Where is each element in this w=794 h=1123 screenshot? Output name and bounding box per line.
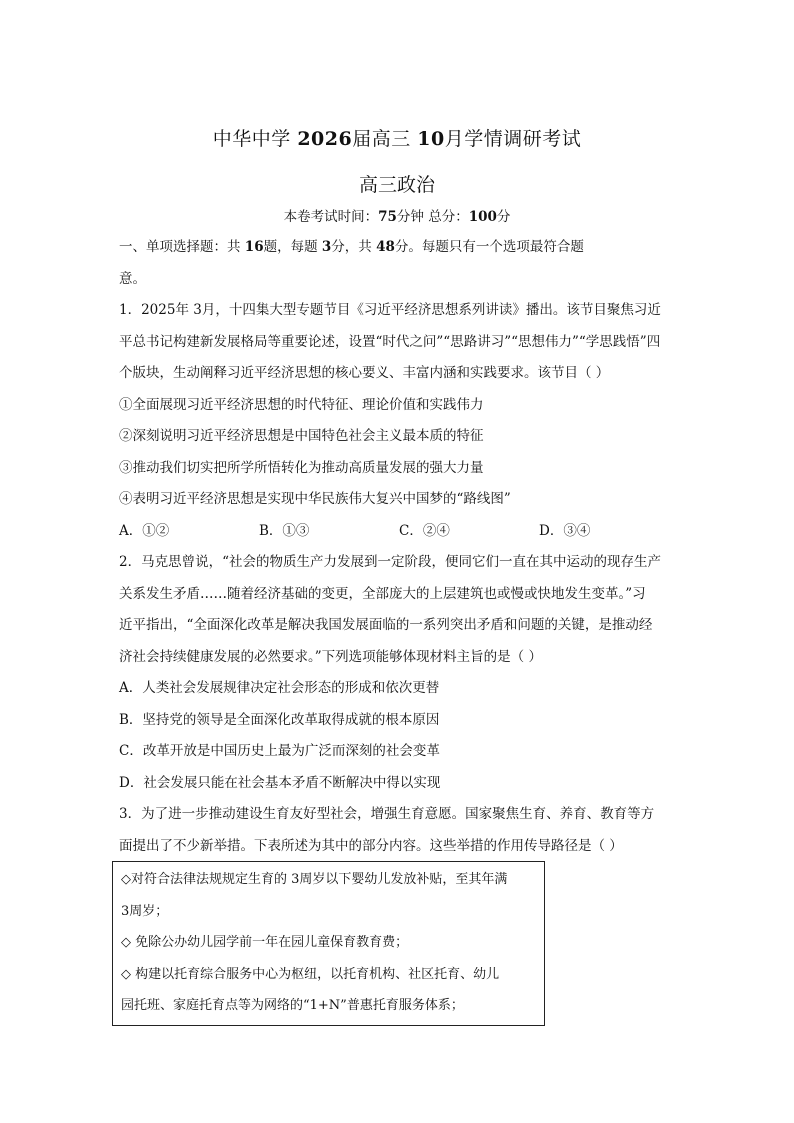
q3-measures-box [112,861,545,1026]
q3-measure: ◇对符合法律法规规定生育的 3周岁以下婴幼儿发放补贴，至其年满 [121,872,508,887]
q1-statement: ③推动我们切实把所学所悟转化为推动高质量发展的强大力量 [119,459,484,476]
q1-stem-line: 个版块，生动阐释习近平经济思想的核心要义、丰富内涵和实践要求。该节目（ ） [119,365,610,381]
q3-measure: ◇ 免除公办幼儿园学前一年在园儿童保育教育费； [121,935,409,950]
q1-options [119,516,681,548]
exam-subject: 高三政治 [358,174,435,196]
q1-stem-line: 平总书记构建新发展格局等重要论述，设置“时代之问”“思路讲习”“思想伟力”“学思践悟”四 [119,333,661,350]
q1-statement: ①全面展现习近平经济思想的时代特征、理论价值和实践伟力 [119,396,484,413]
q1-option-d[interactable]: D．③④ [539,522,591,539]
q2-stem-line: 关系发生矛盾……随着经济基础的变更，全部庞大的上层建筑也或慢或快地发生变革。”习 [119,585,646,602]
q1-option-c[interactable]: C．②④ [399,522,450,539]
q2-option-d[interactable]: D．社会发展只能在社会基本矛盾不断解决中得以实现 [119,774,441,791]
q1-stem-line: 1．2025年 3月，十四集大型专题节目《习近平经济思想系列讲读》播出。该节目聚焦习近 [119,302,661,318]
section-heading: 一、单项选择题：共 16题，每题 3分，共 48分。每题只有一个选项最符合题 [119,239,584,255]
q3-stem-line: 面提出了不少新举措。下表所述为其中的部分内容。这些举措的作用传导路径是（ ） [119,837,623,854]
q2-option-c[interactable]: C．改革开放是中国历史上最为广泛而深刻的社会变革 [119,743,440,759]
exam-body [119,232,681,862]
q3-measure-cont: 3周岁； [121,903,169,919]
q2-stem-line: 济社会持续健康发展的必然要求。”下列选项能够体现材料主旨的是（ ） [119,648,542,665]
q3-measure-cont: 园托班、家庭托育点等为网络的“1+N”普惠托育服务体系； [121,998,464,1013]
q3-stem-line: 3．为了进一步推动建设生育友好型社会，增强生育意愿。国家聚焦生育、养育、教育等方 [119,806,655,822]
q1-statement: ②深刻说明习近平经济思想是中国特色社会主义最本质的特征 [119,428,484,444]
q2-option-a[interactable]: A．人类社会发展规律决定社会形态的形成和依次更替 [119,680,440,696]
q1-statement: ④表明习近平经济思想是实现中华民族伟大复兴中国梦的“路线图” [119,491,511,507]
q1-option-b[interactable]: B．①③ [259,522,310,539]
q3-measure: ◇ 构建以托育综合服务中心为枢纽，以托育机构、社区托育、幼儿 [121,966,500,982]
q2-stem-line: 近平指出，“全面深化改革是解决我国发展面临的一系列突出矛盾和问题的关键，是推动经 [119,617,653,633]
section-heading-cont: 意。 [119,270,146,287]
q1-option-a[interactable]: A．①② [119,522,170,539]
exam-meta: 本卷考试时间：75分钟 总分：100分 [283,209,511,225]
q2-stem-line: 2．马克思曾说，“社会的物质生产力发展到一定阶段，便同它们一直在其中运动的现存生产 [119,554,661,570]
exam-title: 中华中学 2026届高三 10月学情调研考试 [212,128,582,150]
q2-option-b[interactable]: B．坚持党的领导是全面深化改革取得成就的根本原因 [119,711,440,728]
